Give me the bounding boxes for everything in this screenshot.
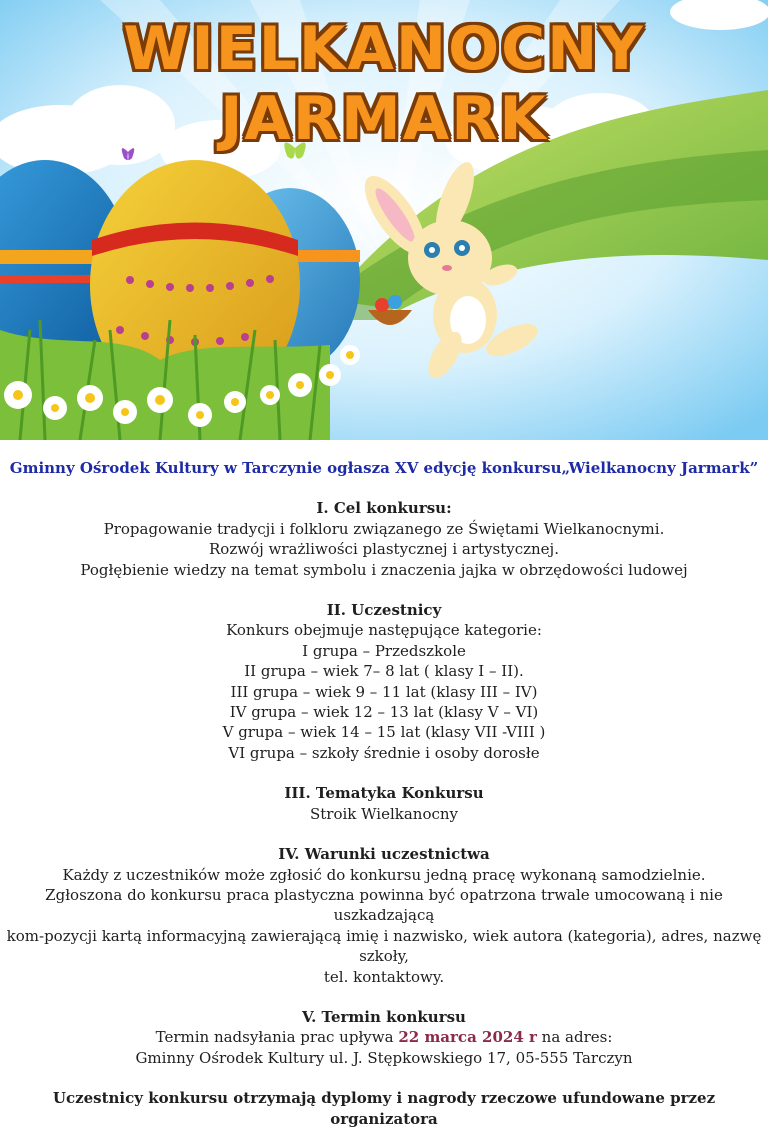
section-participants [0,600,768,763]
section-conditions [0,844,768,987]
announcement-body [0,458,768,1129]
section-line: tel. kontaktowy. [323,967,445,986]
section-line: II grupa – wiek 7– 8 lat ( klasy I – II). [244,662,524,681]
section-line: Konkurs obejmuje następujące kategorie: [226,621,542,640]
hero-illustration [0,0,768,440]
page-title: WIELKANOCNY JARMARK [123,14,645,154]
deadline-line [0,1027,768,1047]
section-heading: V. Termin konkursu [302,1007,466,1026]
section-heading: II. Uczestnicy [326,601,442,620]
section-line: Każdy z uczestników może zgłosić do konkursu jedną pracę wykonaną samodzielnie. [62,865,706,884]
section-line: kom-pozycji kartą informacyjną zawierającą imię i nazwisko, wiek autora (kategoria), adres, nazwę szkoły, [6,926,762,966]
section-line: I grupa – Przedszkole [302,641,466,660]
section-heading: IV. Warunki uczestnictwa [278,845,490,864]
closing-statement: Uczestnicy konkursu otrzymają dyplomy i nagrody rzeczowe ufundowane przez organizatora [52,1089,716,1128]
section-line: Stroik Wielkanocny [309,804,459,823]
section-goals [0,498,768,580]
deadline-date: 22 marca 2024 r [398,1028,537,1047]
section-heading: I. Cel konkursu: [316,499,452,518]
section-line: Pogłębienie wiedzy na temat symbolu i znaczenia jajka w obrzędowości ludowej [80,560,688,579]
deadline-prefix: Termin nadsyłania prac upływa [155,1028,399,1047]
section-heading: III. Tematyka Konkursu [284,784,484,803]
deadline-address: Gminny Ośrodek Kultury ul. J. Stępkowskiego 17, 05-555 Tarczyn [135,1048,633,1067]
section-line: Propagowanie tradycji i folkloru związanego ze Świętami Wielkanocnymi. [103,519,665,538]
section-line: V grupa – wiek 14 – 15 lat (klasy VII -VIII ) [222,723,546,742]
section-deadline [0,1007,768,1068]
section-line: VI grupa – szkoły średnie i osoby dorosłe [228,743,540,762]
section-line: IV grupa – wiek 12 – 13 lat (klasy V – VI) [229,703,539,722]
section-theme [0,783,768,824]
section-line: Rozwój wrażliwości plastycznej i artystycznej. [209,540,559,559]
section-line: III grupa – wiek 9 – 11 lat (klasy III – IV) [230,682,538,701]
announcement-text: Gminny Ośrodek Kultury w Tarczynie ogłasza XV edycję konkursu„Wielkanocny Jarmark” [9,459,759,477]
section-line: Zgłoszona do konkursu praca plastyczna powinna być opatrzona trwale umocowaną i nie uszkadzającą [45,885,723,925]
deadline-suffix: na adres: [536,1028,613,1047]
